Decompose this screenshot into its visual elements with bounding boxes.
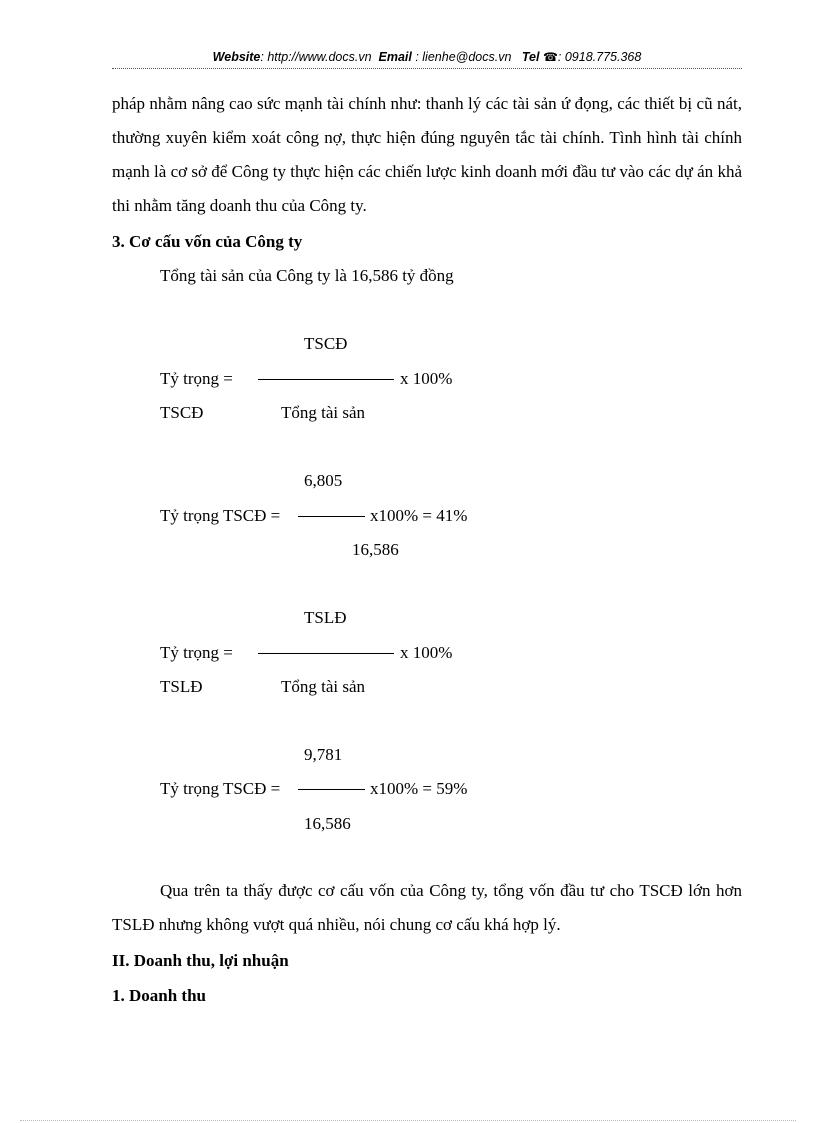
calc1-numerator: 6,805 — [304, 471, 343, 490]
formula1-left-sub: TSCĐ — [160, 403, 204, 422]
calc2-result: x100% = 59% — [370, 779, 468, 798]
calc2-left-label: Tỷ trọng TSCĐ = — [160, 779, 281, 798]
formula2-denominator: Tổng tài sản — [281, 677, 366, 696]
section-II-heading: II. Doanh thu, lợi nhuận — [112, 951, 289, 970]
email-value: : lienhe@docs.vn — [411, 50, 512, 64]
phone-icon: ☎ — [542, 50, 558, 64]
page-header — [112, 50, 742, 64]
formula1-fraction-bar — [258, 379, 394, 380]
formula1-denominator: Tổng tài sản — [281, 403, 366, 422]
website-url: : http://www.docs.vn — [260, 50, 372, 64]
paragraph-1: pháp nhằm nâng cao sức mạnh tài chính như: thanh lý các tài sản ứ đọng, các thiết bị cũ nát, thường xuyên kiểm xoát công nợ, thực hiện đúng nguyên tắc tài chính. Tình hình tài chính mạnh là cơ sở để Công ty thực hiện các chiến lược kinh doanh mới đầu tư vào các dự án khả thi nhằm tăng doanh thu của Công ty. — [112, 94, 742, 215]
calc1-denominator: 16,586 — [352, 540, 399, 559]
calc2-fraction-bar — [298, 789, 365, 790]
subsection-1-heading: 1. Doanh thu — [112, 986, 207, 1005]
formula2-fraction-bar — [258, 653, 394, 654]
total-assets-line: Tổng tài sản của Công ty là 16,586 tỷ đồng — [160, 266, 454, 285]
tel-value: : 0918.775.368 — [557, 50, 642, 64]
calc2-denominator: 16,586 — [304, 814, 351, 833]
calc1-left-label: Tỷ trọng TSCĐ = — [160, 506, 281, 525]
section-3-heading: 3. Cơ cấu vốn của Công ty — [112, 232, 303, 251]
email-label: Email — [378, 50, 412, 64]
footer-divider — [20, 1120, 796, 1121]
formula2-left-sub: TSLĐ — [160, 677, 203, 696]
header-divider — [112, 68, 742, 69]
formula2-multiplier: x 100% — [400, 643, 453, 662]
paragraph-2: Qua trên ta thấy được cơ cấu vốn của Công ty, tổng vốn đầu tư cho TSCĐ lớn hơn TSLĐ nhưng không vượt quá nhiều, nói chung cơ cấu khá hợp lý. — [112, 881, 742, 934]
formula1-numerator: TSCĐ — [304, 334, 348, 353]
calc2-numerator: 9,781 — [304, 745, 343, 764]
formula2-numerator: TSLĐ — [304, 608, 347, 627]
formula2-left-label: Tỷ trọng = — [160, 643, 233, 662]
tel-label: Tel — [521, 50, 540, 64]
formula1-left-label: Tỷ trọng = — [160, 369, 233, 388]
formula1-multiplier: x 100% — [400, 369, 453, 388]
website-label: Website — [212, 50, 261, 64]
calc1-fraction-bar — [298, 516, 365, 517]
calc1-result: x100% = 41% — [370, 506, 468, 525]
